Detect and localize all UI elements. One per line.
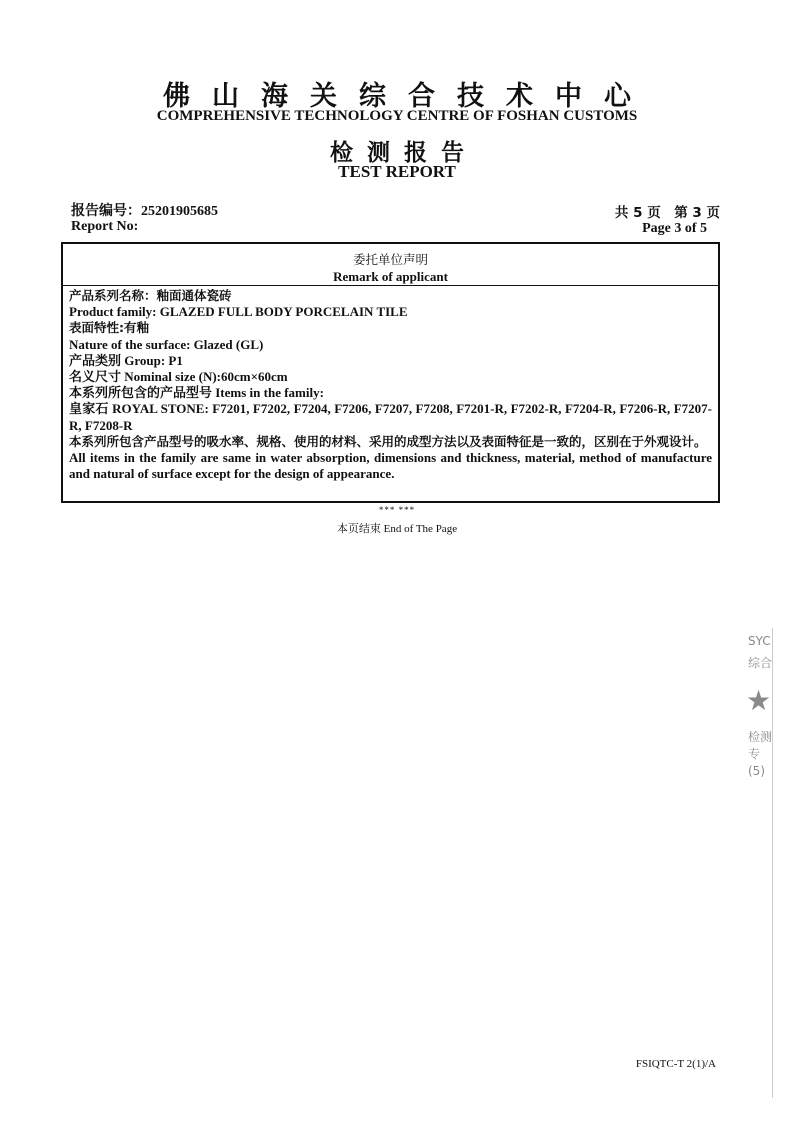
organization-name-cn: 佛山海关综合技术中心: [163, 81, 653, 112]
report-number-en: Report No:: [71, 219, 139, 234]
page-edge-line: [772, 628, 773, 1098]
remark-title-en: Remark of applicant: [333, 269, 448, 284]
items-heading: 本系列所包含的产品型号 Items in the family:: [69, 385, 324, 401]
seal-fragment-3: 检测专: [748, 730, 773, 761]
statement-en: All items in the family are same in water absorption, dimensions and thickness, material, method of manufacture and natural of surface except for the design of appearance.: [69, 450, 712, 482]
end-of-page-text: 本页结束 End of The Page: [336, 523, 458, 535]
page-count-en: Page 3 of 5: [642, 221, 707, 236]
product-group: 产品类别 Group: P1: [69, 352, 183, 368]
product-family-cn: 产品系列名称：釉面通体瓷砖: [69, 288, 232, 303]
report-number-cn: 报告编号：25201905685: [71, 204, 218, 219]
star-icon: ★: [746, 684, 772, 717]
items-list: 皇家石 ROYAL STONE: F7201, F7202, F7204, F7206, F7207, F7208, F7201-R, F7202-R, F7204-R, F7206-R, F7207-R, F7208-R: [69, 401, 712, 433]
statement-cn: 本系列所包含产品型号的吸水率、规格、使用的材料、采用的成型方法以及表面特征是一致的，区别在于外观设计。: [69, 433, 707, 449]
form-code: FSIQTC-T 2(1)/A: [635, 1058, 716, 1070]
report-title-en: TEST REPORT: [338, 162, 456, 181]
seal-fragment-2: 综合: [748, 656, 773, 670]
remark-box: [61, 242, 720, 503]
nominal-size: 名义尺寸 Nominal size (N):60cm×60cm: [69, 369, 288, 385]
partial-seal-stamp: [746, 628, 776, 788]
organization-name-en: COMPREHENSIVE TECHNOLOGY CENTRE OF FOSHAN CUSTOMS: [156, 108, 638, 124]
page-count-cn: 共 5 页 第 3 页: [614, 205, 720, 221]
end-stars: *** ***: [378, 505, 416, 515]
remark-header: [63, 244, 718, 286]
report-title-cn: 检测报告: [330, 140, 478, 166]
surface-en: Nature of the surface: Glazed (GL): [69, 336, 264, 352]
product-family-en: Product family: GLAZED FULL BODY PORCELAIN TILE: [69, 304, 408, 320]
surface-cn: 表面特性:有釉: [69, 320, 149, 336]
seal-fragment-1: SYC: [748, 634, 771, 648]
remark-body: [69, 288, 712, 482]
seal-fragment-4: (5): [748, 764, 765, 778]
remark-title-cn: 委托单位声明: [352, 252, 428, 267]
